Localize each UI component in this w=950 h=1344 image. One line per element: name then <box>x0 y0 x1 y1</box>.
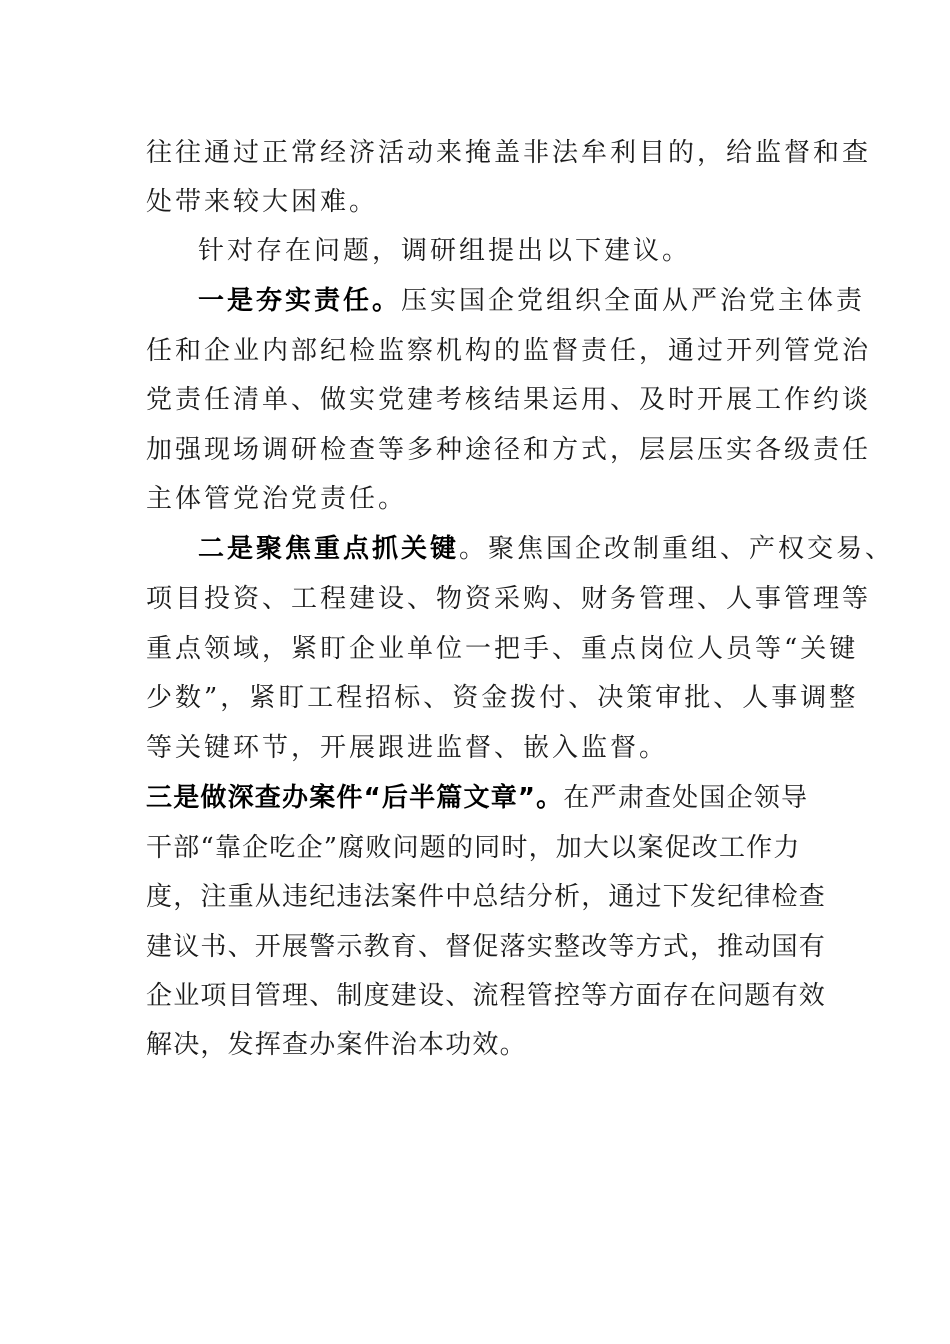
p4-line-2: 项目投资、工程建设、物资采购、财务管理、人事管理等 <box>146 584 872 614</box>
p5-line-2: 干部“靠企吃企”腐败问题的同时，加大以案促改工作力 <box>146 833 801 863</box>
p3-line-2: 任和企业内部纪检监察机构的监督责任，通过开列管党治 <box>146 336 872 366</box>
p4-line-5: 等关键环节，开展跟进监督、嵌入监督。 <box>146 733 669 763</box>
p3-line-1 <box>198 284 865 318</box>
p4-line-1-text: 。聚焦国企改制重组、产权交易、 <box>459 534 895 564</box>
p4-line-1 <box>198 532 894 566</box>
p5-line-4: 建议书、开展警示教育、督促落实整改等方式，推动国有 <box>146 932 827 962</box>
p1-line-1: 往往通过正常经济活动来掩盖非法牟利目的，给监督和查 <box>146 138 872 168</box>
p4-lead-heading: 二是聚焦重点抓关键 <box>198 534 460 564</box>
p5-line-3: 度，注重从违纪违法案件中总结分析，通过下发纪律检查 <box>146 882 827 912</box>
p3-line-5: 主体管党治党责任。 <box>146 484 408 514</box>
p4-line-3: 重点领域，紧盯企业单位一把手、重点岗位人员等“关键 <box>146 634 859 664</box>
p5-line-6: 解决，发挥查办案件治本功效。 <box>146 1030 527 1060</box>
p5-line-5: 企业项目管理、制度建设、流程管控等方面存在问题有效 <box>146 981 827 1011</box>
p1-line-2: 处带来较大困难。 <box>146 187 379 217</box>
p3-lead-heading: 一是夯实责任。 <box>198 286 402 316</box>
p4-line-4: 少数”，紧盯工程招标、资金拨付、决策审批、人事调整 <box>146 683 859 713</box>
p3-line-3: 党责任清单、做实党建考核结果运用、及时开展工作约谈 <box>146 385 872 415</box>
p5-line-1-text: 在严肃查处国企领导 <box>563 783 809 813</box>
p5-line-1 <box>146 781 808 815</box>
p3-line-1-text: 压实国企党组织全面从严治党主体责 <box>401 286 866 316</box>
p3-line-4: 加强现场调研检查等多种途径和方式，层层压实各级责任 <box>146 435 872 465</box>
p5-lead-heading: 三是做深查办案件“后半篇文章”。 <box>146 783 564 813</box>
p2-line-1: 针对存在问题，调研组提出以下建议。 <box>198 236 692 266</box>
